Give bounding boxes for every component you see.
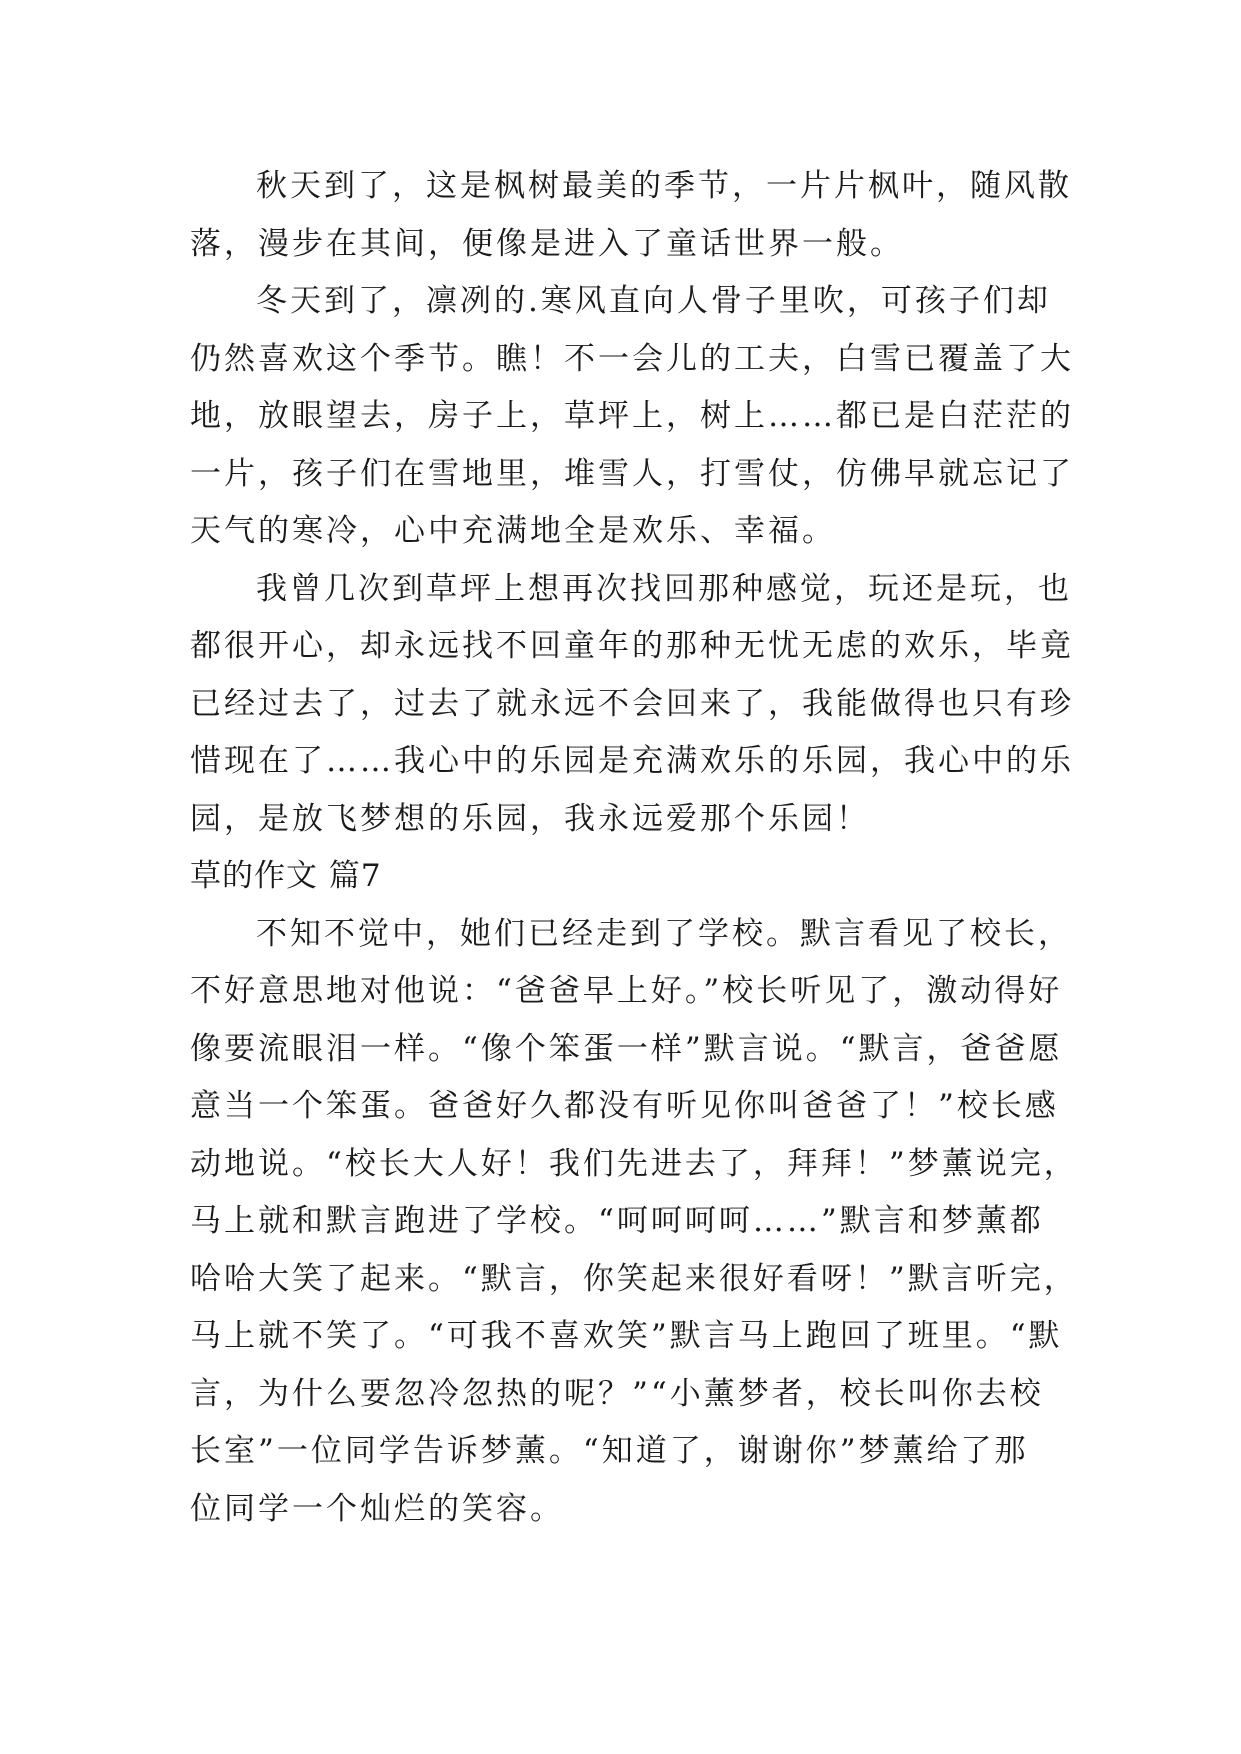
text-line: 一片，孩子们在雪地里，堆雪人，打雪仗，仿佛早就忘记了 <box>190 455 1074 492</box>
text-line: 秋天到了，这是枫树最美的季节，一片片枫叶，随风散 <box>256 168 1072 204</box>
text-line: 已经过去了，过去了就永远不会回来了，我能做得也只有珍 <box>190 685 1074 722</box>
text-line: 天气的寒冷，心中充满地全是欢乐、幸福。 <box>190 513 836 549</box>
text-line: 地，放眼望去，房子上，草坪上，树上……都已是白茫茫的 <box>190 398 1074 434</box>
text-line: 惜现在了……我心中的乐园是充满欢乐的乐园，我心中的乐 <box>190 743 1074 779</box>
paragraph-autumn <box>190 158 1072 273</box>
text-line: 都很开心，却永远找不回童年的那种无忧无虑的欢乐，毕竟 <box>190 628 1074 664</box>
paragraph-winter <box>190 273 1074 561</box>
text-line: 马上就不笑了。“可我不喜欢笑”默言马上跑回了班里。“默 <box>190 1318 1063 1354</box>
section-heading: 草的作文 篇7 <box>190 858 382 894</box>
text-line: 意当一个笨蛋。爸爸好久都没有听见你叫爸爸了！”校长感 <box>190 1088 1059 1124</box>
text-line: 仍然喜欢这个季节。瞧！不一会儿的工夫，白雪已覆盖了大 <box>190 340 1074 377</box>
text-line: 落，漫步在其间，便像是进入了童话世界一般。 <box>190 225 904 262</box>
text-line: 马上就和默言跑进了学校。“呵呵呵呵……”默言和梦薰都 <box>190 1203 1044 1239</box>
text-line: 长室”一位同学告诉梦薰。“知道了，谢谢你”梦薰给了那 <box>190 1433 1029 1469</box>
text-line: 像要流眼泪一样。“像个笨蛋一样”默言说。“默言，爸爸愿 <box>190 1030 1063 1067</box>
text-line: 哈哈大笑了起来。“默言，你笑起来很好看呀！”默言听完， <box>190 1260 1078 1297</box>
document-body <box>190 158 1078 1538</box>
text-line: 冬天到了，凛冽的.寒风直向人骨子里吹，可孩子们却 <box>256 283 1051 319</box>
paragraph-memory <box>190 561 1074 849</box>
text-line: 言，为什么要忽冷忽热的呢？”“小薰梦者，校长叫你去校 <box>190 1375 1044 1412</box>
text-line: 动地说。“校长大人好！我们先进去了，拜拜！”梦薰说完， <box>190 1145 1078 1182</box>
text-line: 位同学一个灿烂的笑容。 <box>190 1490 564 1527</box>
text-line: 不知不觉中，她们已经走到了学校。默言看见了校长， <box>256 915 1072 952</box>
paragraph-school <box>190 906 1078 1539</box>
text-line: 不好意思地对他说：“爸爸早上好。”校长听见了，激动得好 <box>190 973 1063 1009</box>
text-line: 园，是放飞梦想的乐园，我永远爱那个乐园！ <box>190 800 870 837</box>
text-line: 我曾几次到草坪上想再次找回那种感觉，玩还是玩，也 <box>256 570 1072 607</box>
